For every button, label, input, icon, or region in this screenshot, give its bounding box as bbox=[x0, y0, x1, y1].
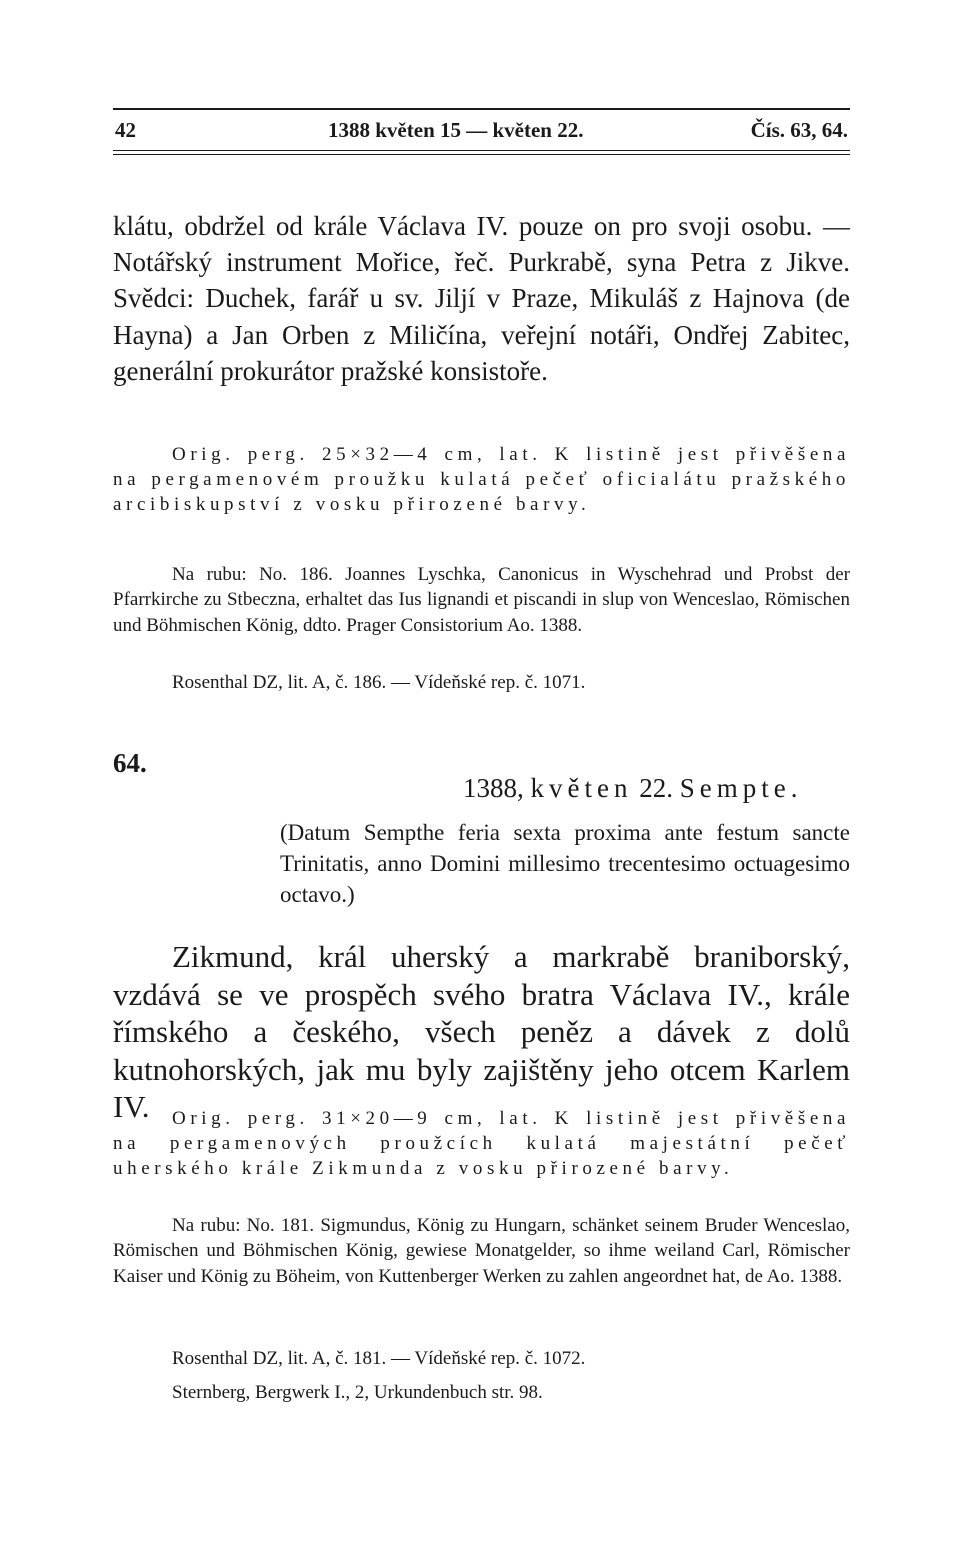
doc63-description: Orig. perg. 25×32—4 cm, lat. K listině jest přivěšena na pergamenovém proužku kulatá pečeť oficialátu pražského arcibiskupství z vosku přirozené barvy. bbox=[113, 444, 850, 515]
doc64-regest: Zikmund, král uherský a markrabě braniborský, vzdává se ve prospěch svého bratra Václava IV., krále římského a českého, všech peněz a dávek z dolů kutnohorských, jak mu byly zajištěny jeho otcem Karlem IV. bbox=[113, 939, 850, 1124]
doc64-reference-1: Rosenthal DZ, lit. A, č. 181. — Vídeňské rep. č. 1072. bbox=[172, 1348, 586, 1369]
header-top-rule bbox=[113, 108, 850, 110]
doc64-datum: (Datum Sempthe feria sexta proxima ante festum sancte Trinitatis, anno Domini millesimo trecentesimo octuagesimo octavo.) bbox=[280, 820, 850, 907]
doc64-dateline bbox=[463, 773, 802, 804]
doc64-description: Orig. perg. 31×20—9 cm, lat. K listině jest přivěšena na pergamenových proužcích kulatá majestátní pečeť uherského krále Zikmunda z vosku přirozené barvy. bbox=[113, 1108, 850, 1179]
header-bottom-rule-2 bbox=[113, 154, 850, 155]
doc63-references: Rosenthal DZ, lit. A, č. 186. — Vídeňské rep. č. 1071. bbox=[172, 672, 586, 693]
doc64-date-month: květen bbox=[530, 773, 633, 803]
doc64-place: Sempte. bbox=[679, 773, 803, 803]
header-bottom-rule-1 bbox=[113, 150, 850, 151]
doc64-number: 64. bbox=[113, 748, 147, 778]
doc63-regest-continuation: klátu, obdržel od krále Václava IV. pouze on pro svoji osobu. — Notářský instrument Mořice, řeč. Purkrabě, syna Petra z Jikve. Svědci: Duchek, farář u sv. Jiljí v Praze, Mikuláš z Hajnova (de Hayna) a Jan Orben z Miličína, veřejní notáři, Ondřej Zabitec, generální prokurátor pražské konsistoře. bbox=[113, 211, 850, 386]
doc64-date-day: 22. bbox=[639, 773, 673, 803]
doc64-date-year: 1388, bbox=[463, 773, 524, 803]
page-number: 42 bbox=[115, 118, 136, 142]
doc63-dorsal-note: Na rubu: No. 186. Joannes Lyschka, Canonicus in Wyschehrad und Probst der Pfarrkirche zu Stbeczna, erhaltet das Ius lignandi et piscandi in slup von Wenceslao, Römischen und Böhmischen König, ddto. Prager Consistorium Ao. 1388. bbox=[113, 564, 850, 636]
doc64-reference-2: Sternberg, Bergwerk I., 2, Urkundenbuch str. 98. bbox=[172, 1382, 543, 1403]
running-head bbox=[113, 118, 850, 146]
header-dates: 1388 květen 15 — květen 22. bbox=[328, 118, 584, 142]
doc64-dorsal-note: Na rubu: No. 181. Sigmundus, König zu Hungarn, schänket seinem Bruder Wenceslao, Römischen und Böhmischen König, gewiese Monatgelder, so ihme weiland Carl, Römischer Kaiser und König zu Böheim, von Kuttenberger Werken zu zahlen angeordnet hat, de Ao. 1388. bbox=[113, 1215, 850, 1287]
header-doc-numbers: Čís. 63, 64. bbox=[750, 118, 848, 142]
